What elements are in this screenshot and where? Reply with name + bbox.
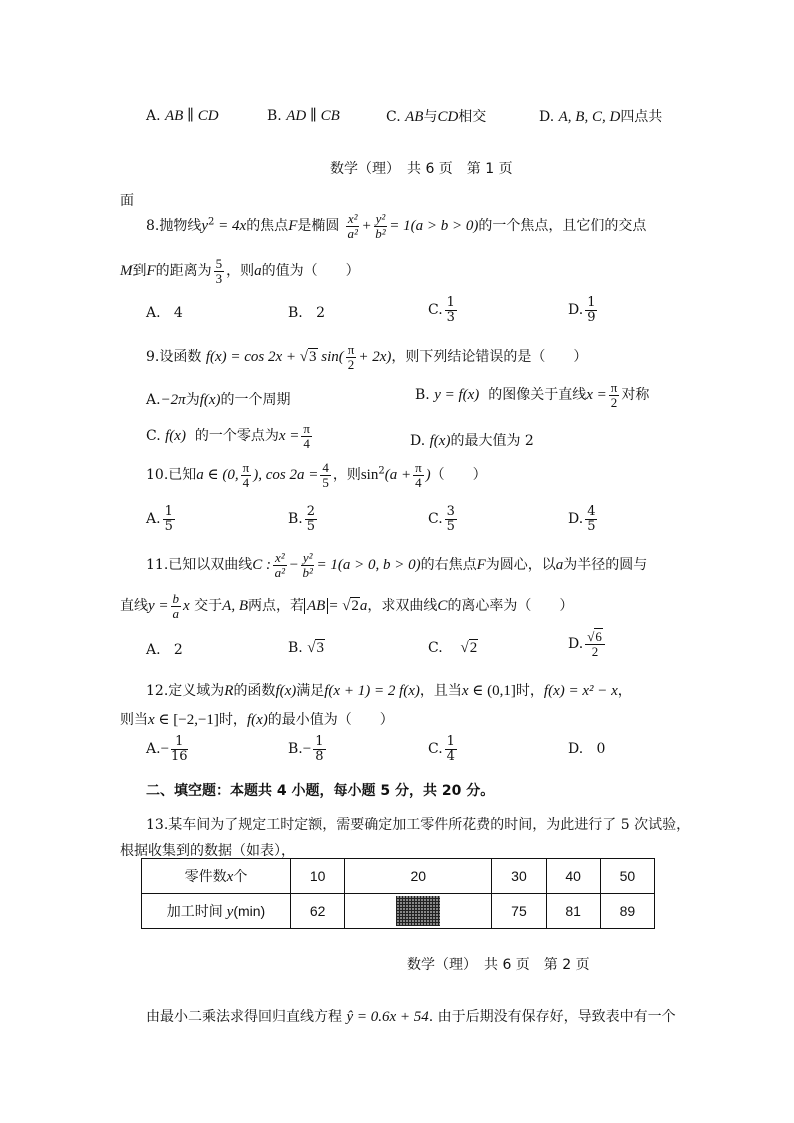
table-cell: 89 [600,894,654,929]
smudge-pattern [396,896,440,926]
question-11: 11.已知以双曲线C : $\frac{\text{x²}}{\text{a²}}$ − $\frac{\text{y²}}{\text{b²}}$ = 1(a > 0, b > 0)的右焦点F为圆心，以a为半径的圆与 [146,550,648,580]
table-header-cell: 零件数x个 [142,859,291,894]
table-cell: 50 [600,859,654,894]
q7-option-d: D. A, B, C, D四点共 [539,109,663,125]
q12-option-d: D. 0 [568,741,606,757]
q8-option-b: B. 2 [288,305,326,321]
q9-option-d: D. f(x)的最大值为 2 [410,433,534,449]
table-cell: 30 [492,859,546,894]
question-8-line2: M到F的距离为 $\frac{5}{3}$ ，则a的值为（ ） [120,256,360,286]
data-table [141,858,655,929]
q7-option-d-continued: 面 [120,193,134,209]
table-cell: 40 [546,859,600,894]
question-9: 9.设函数 f(x) = cos 2x + √3 sin( $\frac{\pi}{2}$ + 2x)，则下列结论错误的是（ ） [146,342,588,372]
q10-option-c: C. $\frac{3}{5}$ [428,504,455,534]
question-13: 13.某车间为了规定工时定额，需要确定加工零件所花费的时间，为此进行了 5 次试验， [146,817,691,833]
table-cell: 10 [291,859,345,894]
q8-option-d: D. $\frac{1}{9}$ [568,295,596,325]
q11-option-a: A. 2 [146,642,183,658]
table-row [142,894,655,929]
table-cell: 20 [345,859,492,894]
q9-option-c: C. f(x) 的一个零点为x = $\frac{\pi}{4}$ [146,421,310,451]
q8-option-c: C. $\frac{1}{3}$ [428,295,455,325]
q7-option-b: B. AD ∥ CB [267,108,340,124]
question-12-line2: 则当x ∈ [−2,−1]时，f(x)的最小值为（ ） [120,712,394,728]
question-11-line2: 直线y = $\frac{b}{a}$ x 交于A, B两点，若 AB = √2a，求双曲线C的离心率为（ ） [120,591,574,621]
q9-option-b: B. y = f(x) 的图像关于直线x = $\frac{\pi}{2}$ 对称 [415,380,650,410]
table-header-cell: 加工时间 y(min) [142,894,291,929]
q11-option-d: D. $\frac{√6}{2}$ [568,630,607,658]
q11-option-c: C. √2 [428,640,478,656]
q12-option-a: A.− $\frac{1}{16}$ [146,734,188,764]
q12-option-c: C. $\frac{1}{4}$ [428,734,455,764]
q9-option-a: A.−2π为f(x)的一个周期 [146,392,291,408]
q7-option-c: C. AB与CD相交 [386,109,487,125]
table-cell-obscured [345,894,492,929]
question-12: 12.定义域为R的函数f(x)满足f(x + 1) = 2 f(x)，且当x ∈ (0,1]时，f(x) = x² − x， [146,683,632,699]
q12-option-b: B.− $\frac{1}{8}$ [288,734,324,764]
q11-option-b: B. √3 [288,640,324,656]
question-13-line3: 由最小二乘法求得回归直线方程 ŷ = 0.6x + 54. 由于后期没有保存好，导致表中有一个 [146,1009,676,1025]
table-row [142,859,655,894]
q8-option-a: A. 4 [146,305,183,321]
q7-option-a: A. AB ∥ CD [146,108,219,124]
question-13-line2: 根据收集到的数据（如表）， [120,843,295,859]
page-footer: 数学（理） 共 6 页 第 1 页 [330,161,513,177]
table-cell: 75 [492,894,546,929]
page-footer-2: 数学（理） 共 6 页 第 2 页 [407,957,590,973]
q10-option-a: A. $\frac{1}{5}$ [146,504,173,534]
table-cell: 81 [546,894,600,929]
question-10: 10.已知a ∈ (0, $\frac{\pi}{4}$ ), cos 2a = $\frac{4}{5}$ ，则$\sin^2(a$ + $\frac{\pi}{4}$ )（ ） [146,460,487,490]
question-8: 8.抛物线$y^2 = 4x$的焦点F是椭圆 $\frac{\text{x²}}{\text{a²}}$ + $\frac{\text{y²}}{\text{b²}}$ = 1(a > b > 0)的一个焦点，且它们的交点 [146,211,647,241]
q10-option-d: D. $\frac{4}{5}$ [568,504,596,534]
q10-option-b: B. $\frac{2}{5}$ [288,504,316,534]
section-heading: 二、填空题：本题共 4 小题，每小题 5 分，共 20 分。 [146,783,495,799]
table-cell: 62 [291,894,345,929]
